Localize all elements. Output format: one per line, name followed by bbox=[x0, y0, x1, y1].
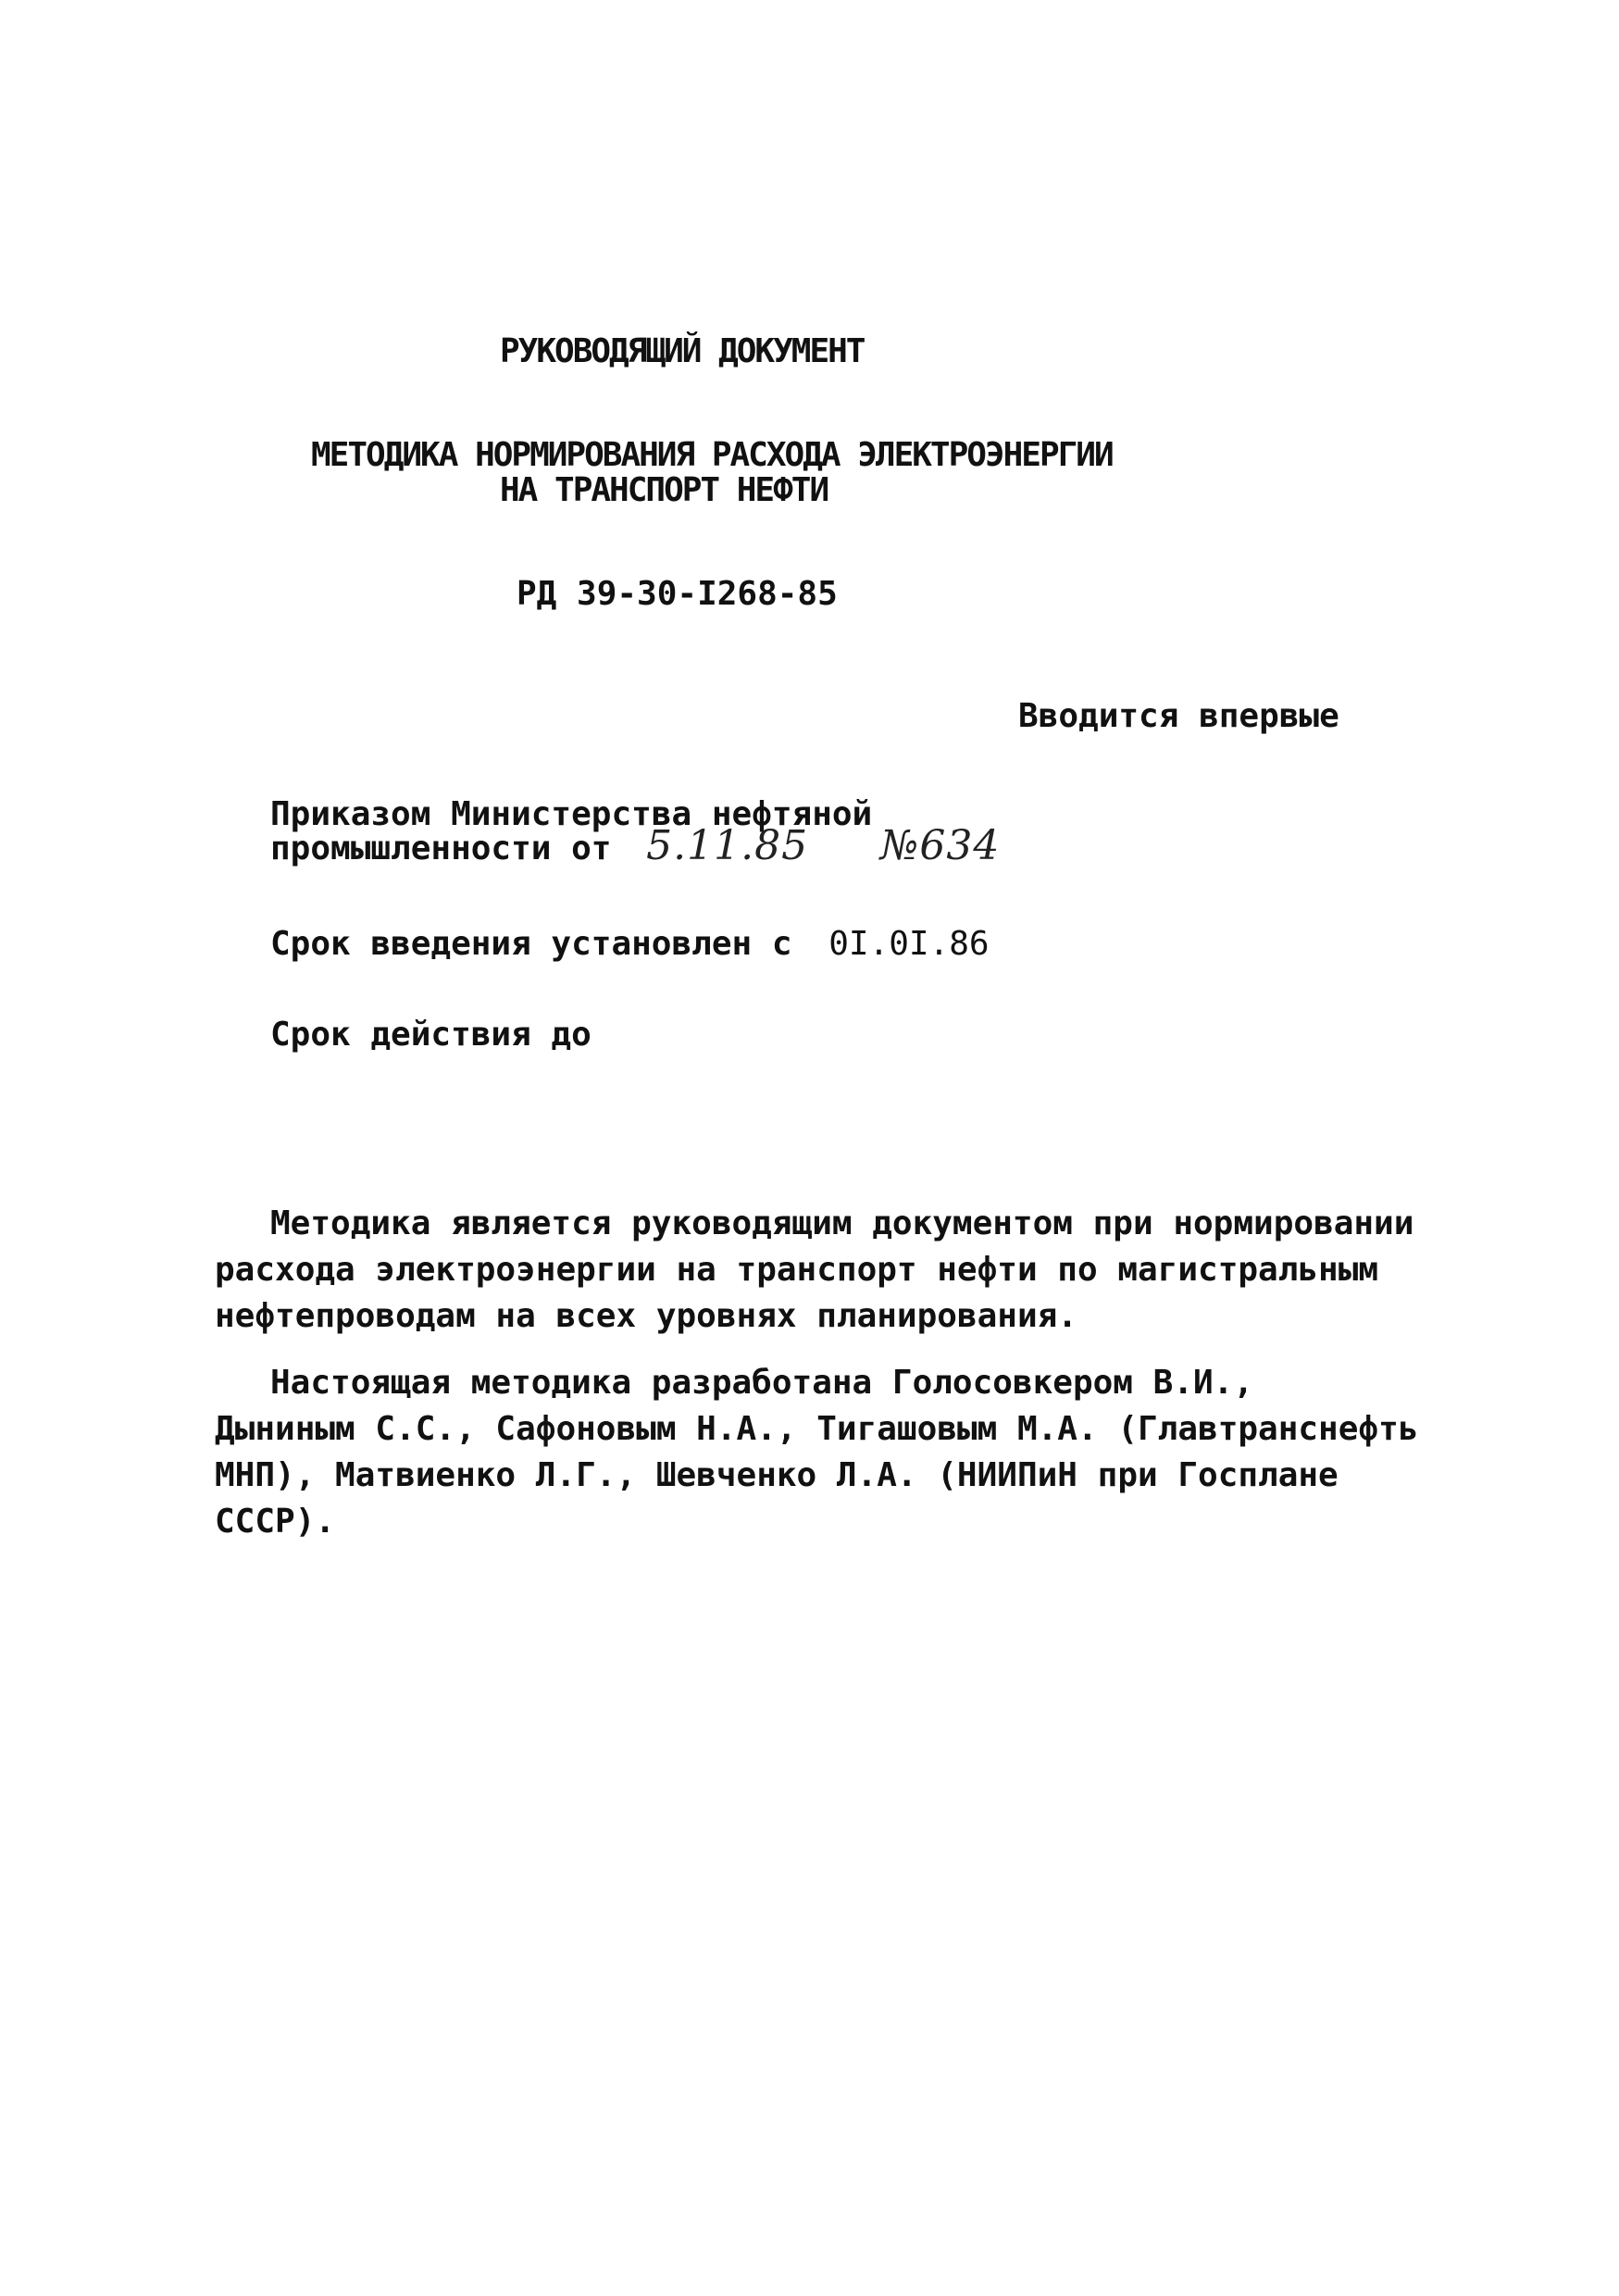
document-title-line-2: НА ТРАНСПОРТ НЕФТИ bbox=[500, 471, 828, 509]
document-type-heading: РУКОВОДЯЩИЙ ДОКУМЕНТ bbox=[500, 332, 865, 370]
effective-date-value: 0I.0I.86 bbox=[828, 925, 990, 963]
handwritten-order-number: №634 bbox=[879, 822, 1001, 869]
effective-date-line bbox=[270, 924, 990, 965]
document-title-line-1: МЕТОДИКА НОРМИРОВАНИЯ РАСХОДА ЭЛЕКТРОЭНЕРГИИ bbox=[311, 436, 1113, 474]
handwritten-order-date: 5.11.85 bbox=[646, 822, 809, 869]
body-paragraph-2-line-4: СССР). bbox=[215, 1503, 336, 1541]
body-paragraph-1-line-2: расхода электроэнергии на транспорт нефти по магистральным bbox=[215, 1251, 1379, 1289]
body-paragraph-2-line-2: Дыниным С.С., Сафоновым Н.А., Тигашовым М.А. (Главтранснефть bbox=[215, 1410, 1419, 1448]
order-line-2-prefix: промышленности от bbox=[270, 830, 612, 867]
introduced-status: Вводится впервые bbox=[1018, 697, 1339, 735]
body-paragraph-2-line-1: Настоящая методика разработана Голосовкером В.И., bbox=[270, 1364, 1254, 1402]
validity-label: Срок действия до bbox=[270, 1016, 592, 1054]
effective-date-label: Срок введения установлен с bbox=[270, 925, 792, 963]
order-line-1: Приказом Министерства нефтяной bbox=[270, 795, 873, 833]
document-number: РД 39-30-I268-85 bbox=[517, 575, 838, 613]
body-paragraph-1-line-1: Методика является руководящим документом при нормировании bbox=[270, 1204, 1414, 1242]
order-line-2 bbox=[270, 822, 1001, 869]
body-paragraph-2-line-3: МНП), Матвиенко Л.Г., Шевченко Л.А. (НИИПиН при Госплане bbox=[215, 1456, 1339, 1494]
body-paragraph-1-line-3: нефтепроводам на всех уровнях планирования. bbox=[215, 1297, 1077, 1335]
